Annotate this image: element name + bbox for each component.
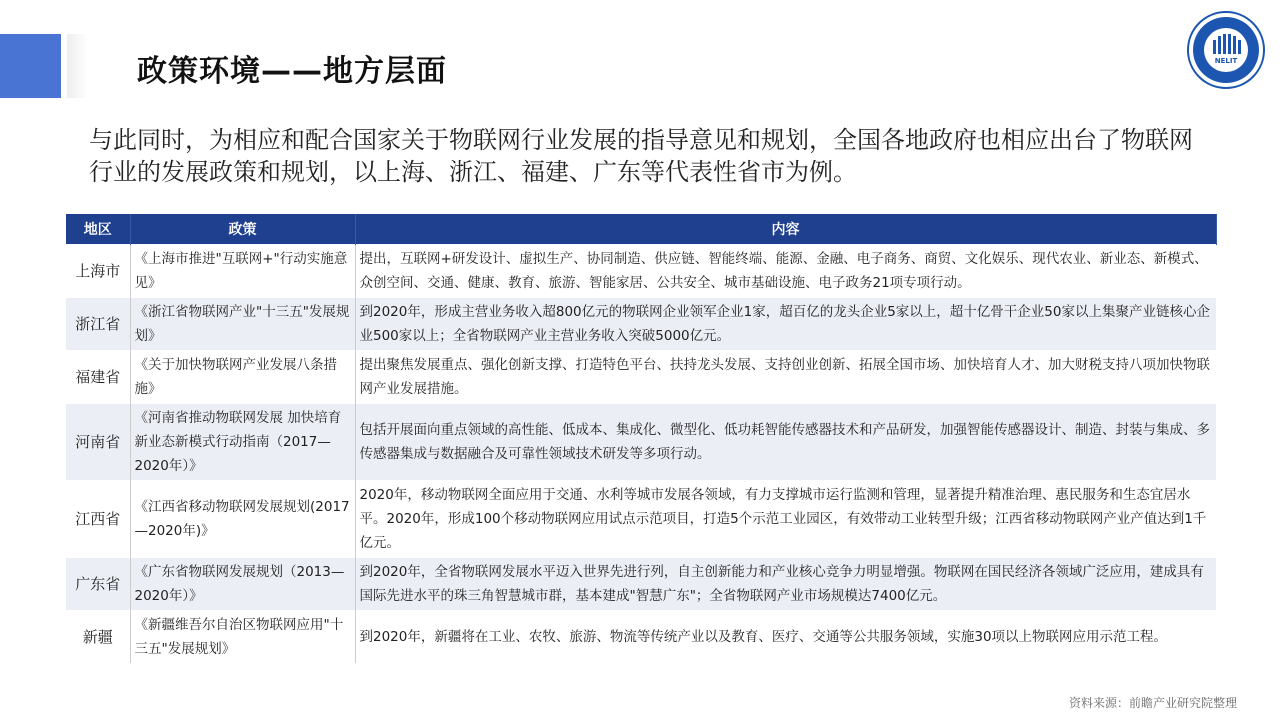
accent-block bbox=[0, 34, 61, 98]
policy-cell: 《新疆维吾尔自治区物联网应用"十三五"发展规划》 bbox=[130, 611, 355, 664]
table-row bbox=[66, 245, 1216, 298]
content-cell: 提出，互联网+研发设计、虚拟生产、协同制造、供应链、智能终端、能源、金融、电子商务、商贸、文化娱乐、现代农业、新业态、新模式、众创空间、交通、健康、教育、旅游、智能家居、公共安全、城市基础设施、电子政务21项专项行动。 bbox=[355, 245, 1216, 298]
table-row bbox=[66, 558, 1216, 611]
policy-table bbox=[66, 214, 1216, 663]
content-cell: 到2020年，形成主营业务收入超800亿元的物联网企业领军企业1家，超百亿的龙头企业5家以上，超十亿骨干企业50家以上集聚产业链核心企业500家以上；全省物联网产业主营业务收入突破5000亿元。 bbox=[355, 298, 1216, 351]
source-note: 资料来源：前瞻产业研究院整理 bbox=[1069, 696, 1238, 710]
policy-cell: 《上海市推进"互联网+"行动实施意见》 bbox=[130, 245, 355, 298]
logo-text: NELIT bbox=[1214, 57, 1238, 65]
table-row bbox=[66, 298, 1216, 351]
accent-shadow bbox=[67, 34, 89, 98]
table-header-row bbox=[66, 214, 1216, 245]
content-cell: 提出聚焦发展重点、强化创新支撑、打造特色平台、扶持龙头发展、支持创业创新、拓展全国市场、加快培育人才、加大财税支持八项加快物联网产业发展措施。 bbox=[355, 351, 1216, 404]
policy-cell: 《江西省移动物联网发展规划(2017—2020年)》 bbox=[130, 481, 355, 558]
policy-cell: 《河南省推动物联网发展 加快培育新业态新模式行动指南（2017—2020年）》 bbox=[130, 404, 355, 481]
policy-cell: 《浙江省物联网产业"十三五"发展规划》 bbox=[130, 298, 355, 351]
table-row bbox=[66, 481, 1216, 558]
region-cell: 上海市 bbox=[66, 245, 130, 298]
region-cell: 浙江省 bbox=[66, 298, 130, 351]
header-content: 内容 bbox=[355, 214, 1216, 245]
slide-title: 政策环境——地方层面 bbox=[137, 54, 447, 89]
table-row bbox=[66, 351, 1216, 404]
content-cell: 包括开展面向重点领域的高性能、低成本、集成化、微型化、低功耗智能传感器技术和产品研发，加强智能传感器设计、制造、封装与集成、多传感器集成与数据融合及可靠性领域技术研发等多项行动。 bbox=[355, 404, 1216, 481]
header-policy: 政策 bbox=[130, 214, 355, 245]
region-cell: 江西省 bbox=[66, 481, 130, 558]
content-cell: 2020年，移动物联网全面应用于交通、水利等城市发展各领域，有力支撑城市运行监测和管理，显著提升精准治理、惠民服务和生态宜居水平。2020年，形成100个移动物联网应用试点示范项目，打造5个示范工业园区，有效带动工业转型升级；江西省移动物联网产业产值达到1千亿元。 bbox=[355, 481, 1216, 558]
intro-paragraph: 与此同时，为相应和配合国家关于物联网行业发展的指导意见和规划，全国各地政府也相应出台了物联网行业的发展政策和规划，以上海、浙江、福建、广东等代表性省市为例。 bbox=[89, 126, 1193, 186]
policy-cell: 《广东省物联网发展规划（2013—2020年）》 bbox=[130, 558, 355, 611]
region-cell: 河南省 bbox=[66, 404, 130, 481]
policy-cell: 《关于加快物联网产业发展八条措施》 bbox=[130, 351, 355, 404]
region-cell: 福建省 bbox=[66, 351, 130, 404]
content-cell: 到2020年，新疆将在工业、农牧、旅游、物流等传统产业以及教育、医疗、交通等公共服务领域，实施30项以上物联网应用示范工程。 bbox=[355, 611, 1216, 664]
table-row bbox=[66, 404, 1216, 481]
university-logo-icon bbox=[1186, 10, 1266, 90]
region-cell: 新疆 bbox=[66, 611, 130, 664]
content-cell: 到2020年，全省物联网发展水平迈入世界先进行列，自主创新能力和产业核心竞争力明显增强。物联网在国民经济各领域广泛应用，建成具有国际先进水平的珠三角智慧城市群，基本建成"智慧广东"；全省物联网产业市场规模达7400亿元。 bbox=[355, 558, 1216, 611]
region-cell: 广东省 bbox=[66, 558, 130, 611]
table-row bbox=[66, 611, 1216, 664]
header-region: 地区 bbox=[66, 214, 130, 245]
